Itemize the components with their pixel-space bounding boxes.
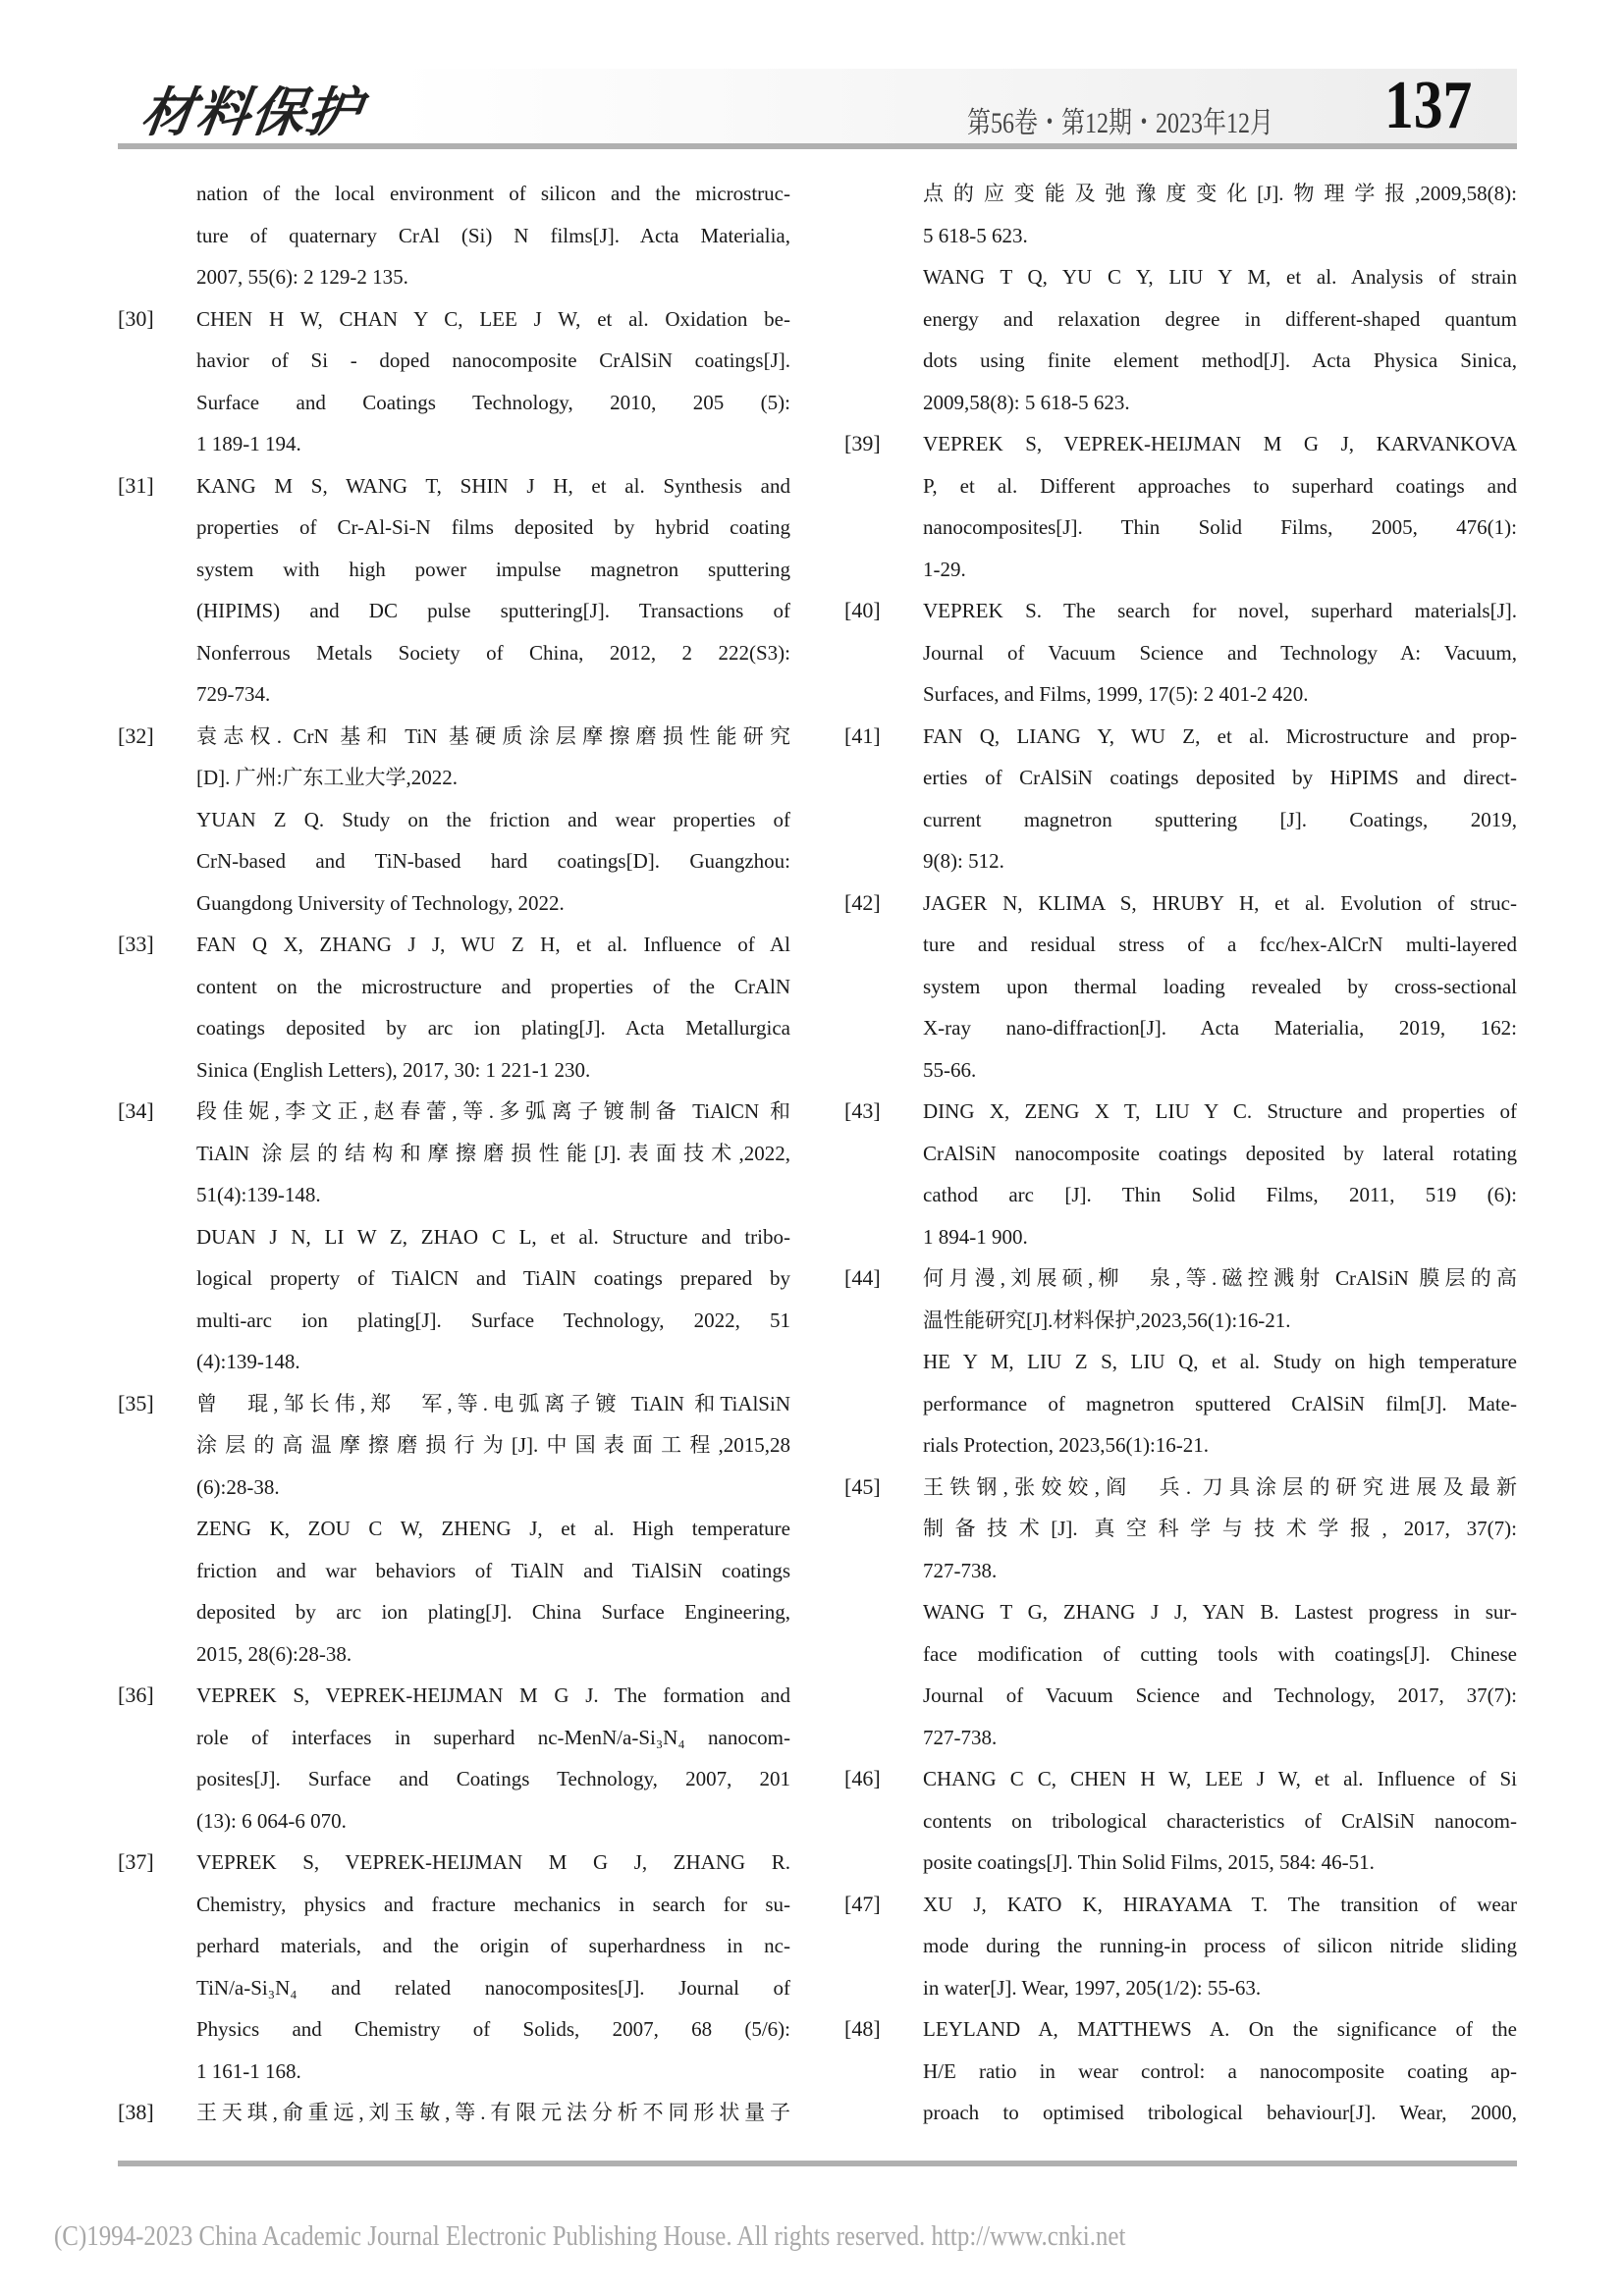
text-line: face modification of cutting tools with coatings[J]. Chinese: [923, 1641, 1517, 1666]
reference-entry: [844, 1758, 1522, 1884]
reference-entry: [118, 716, 795, 925]
reference-number: [41]: [844, 722, 881, 748]
text-line: Surfaces, and Films, 1999, 17(5): 2 401-2 420.: [923, 682, 1309, 706]
text-line: WANG T G, ZHANG J J, YAN B. Lastest progress in sur-: [923, 1600, 1517, 1624]
reference-entry: [118, 924, 795, 1091]
text-line: 9(8): 512.: [923, 849, 1004, 873]
text-line: energy and relaxation degree in different-shaped quantum: [923, 306, 1517, 331]
reference-entry: [118, 2092, 795, 2134]
reference-entry: [844, 1884, 1522, 2009]
text-line: P, et al. Different approaches to superhard coatings and: [923, 473, 1517, 498]
reference-number: [44]: [844, 1265, 881, 1290]
text-line: cathod arc [J]. Thin Solid Films, 2011, 519 (6):: [923, 1183, 1517, 1206]
issue-info: 第56卷・第12期・2023年12月: [967, 107, 1273, 139]
reference-text: [196, 2092, 790, 2134]
reference-translation: [923, 1591, 1517, 1758]
text-line: system with high power impulse magnetron sputtering: [196, 557, 790, 581]
text-line: content on the microstructure and properties of the CrAlN: [196, 974, 790, 998]
reference-number: [42]: [844, 889, 881, 915]
reference-text: [923, 1091, 1517, 1257]
text-line: 51(4):139-148.: [196, 1183, 321, 1206]
text-line: 55-66.: [923, 1057, 977, 1082]
header-divider: [118, 143, 1517, 149]
reference-text: [196, 1091, 790, 1216]
text-line: CrN-based and TiN-based hard coatings[D]. Guangzhou:: [196, 849, 790, 873]
reference-translation: [196, 1216, 790, 1383]
reference-entry: [118, 1383, 795, 1676]
page-number: 137: [1384, 68, 1473, 143]
text-line: current magnetron sputtering [J]. Coatings, 2019,: [923, 807, 1517, 831]
text-line: erties of CrAlSiN coatings deposited by HiPIMS and direct-: [923, 766, 1517, 789]
text-line: Journal of Vacuum Science and Technology, 2017, 37(7):: [923, 1683, 1517, 1707]
text-line: friction and war behaviors of TiAlN and TiAlSiN coatings: [196, 1558, 790, 1582]
reference-entry: [844, 423, 1522, 590]
text-line: 1 161-1 168.: [196, 2058, 301, 2083]
reference-translation: [196, 799, 790, 925]
text-line: rials Protection, 2023,56(1):16-21.: [923, 1433, 1210, 1457]
reference-translation: [196, 1508, 790, 1675]
text-line: 5 618-5 623.: [923, 223, 1028, 247]
text-line: properties of Cr-Al-Si-N films deposited by hybrid coating: [196, 515, 790, 539]
text-line: 2007, 55(6): 2 129-2 135.: [196, 265, 408, 289]
reference-entry: [844, 1257, 1522, 1467]
text-line: YUAN Z Q. Study on the friction and wear properties of: [196, 807, 790, 831]
text-line: nation of the local environment of silicon and the microstruc-: [196, 182, 790, 205]
text-line: 2015, 28(6):28-38.: [196, 1641, 352, 1666]
text-line: 1-29.: [923, 557, 966, 581]
text-line: 1 189-1 194.: [196, 432, 301, 455]
text-line: 727-738.: [923, 1558, 998, 1582]
text-line: proach to optimised tribological behaviour[J]. Wear, 2000,: [923, 2101, 1517, 2124]
text-line: 727-738.: [923, 1725, 998, 1749]
text-line: DUAN J N, LI W Z, ZHAO C L, et al. Structure and tribo-: [196, 1224, 790, 1249]
text-line: nanocomposites[J]. Thin Solid Films, 2005, 476(1):: [923, 515, 1517, 539]
text-line: WANG T Q, YU C Y, LIU Y M, et al. Analysis of strain: [923, 265, 1517, 289]
reference-entry: [118, 298, 795, 465]
text-line: 1 894-1 900.: [923, 1224, 1028, 1249]
text-line: 袁志权. CrN 基和 TiN 基硬质涂层摩擦磨损性能研究: [196, 723, 790, 748]
text-line: 温性能研究[J].材料保护,2023,56(1):16-21.: [923, 1308, 1291, 1332]
reference-entry: [118, 173, 795, 298]
text-line: 制备技术[J]. 真空科学与技术学报, 2017, 37(7):: [923, 1517, 1517, 1540]
text-line: multi-arc ion plating[J]. Surface Technology, 2022, 51: [196, 1308, 790, 1332]
reference-number: [33]: [118, 932, 154, 956]
reference-entry: [118, 1675, 795, 1842]
reference-text: [196, 924, 790, 1091]
reference-translation: [923, 1341, 1517, 1467]
text-line: posite coatings[J]. Thin Solid Films, 2015, 584: 46-51.: [923, 1850, 1375, 1874]
text-line: HE Y M, LIU Z S, LIU Q, et al. Study on high temperature: [923, 1350, 1517, 1373]
text-line: Journal of Vacuum Science and Technology A: Vacuum,: [923, 640, 1517, 665]
reference-entry: [118, 465, 795, 716]
reference-text: [196, 173, 790, 298]
reference-text: [923, 2008, 1517, 2134]
text-line: Guangdong University of Technology, 2022.: [196, 890, 565, 915]
reference-text: [196, 1842, 790, 2092]
text-line: FAN Q X, ZHANG J J, WU Z H, et al. Influence of Al: [196, 933, 790, 956]
text-line: LEYLAND A, MATTHEWS A. On the significance of the: [923, 2017, 1517, 2041]
text-line: (4):139-148.: [196, 1350, 300, 1373]
copyright-notice: (C)1994-2023 China Academic Journal Electronic Publishing House. All rights reserved. http://www.cnki.net: [54, 2220, 1126, 2252]
text-line: perhard materials, and the origin of superhardness in nc-: [196, 1934, 790, 1957]
reference-entry: [118, 1842, 795, 2092]
reference-number: [45]: [844, 1473, 881, 1499]
text-line: [D]. 广州:广东工业大学,2022.: [196, 766, 458, 789]
reference-text: [196, 1383, 790, 1509]
left-column-references: [118, 173, 795, 2134]
text-line: ZENG K, ZOU C W, ZHENG J, et al. High temperature: [196, 1517, 790, 1540]
text-line: Physics and Chemistry of Solids, 2007, 68 (5/6):: [196, 2017, 790, 2041]
text-line: XU J, KATO K, HIRAYAMA T. The transition of wear: [923, 1892, 1517, 1916]
reference-entry: [844, 590, 1522, 716]
text-line: (13): 6 064-6 070.: [196, 1808, 347, 1833]
reference-entry: [844, 1091, 1522, 1257]
reference-number: [30]: [118, 305, 154, 331]
text-line: Nonferrous Metals Society of China, 2012, 2 222(S3):: [196, 640, 790, 665]
text-line: CHANG C C, CHEN H W, LEE J W, et al. Influence of Si: [923, 1767, 1517, 1790]
text-line: posites[J]. Surface and Coatings Technology, 2007, 201: [196, 1767, 790, 1790]
text-line: JAGER N, KLIMA S, HRUBY H, et al. Evolution of struc-: [923, 890, 1517, 915]
text-line: contents on tribological characteristics of CrAlSiN nanocom-: [923, 1808, 1517, 1833]
text-line: 曾 琨,邹长伟,郑 军,等.电弧离子镀 TiAlN 和TiAlSiN: [196, 1391, 790, 1415]
reference-text: [923, 1884, 1517, 2009]
text-line: VEPREK S, VEPREK-HEIJMAN M G J. The formation and: [196, 1683, 790, 1707]
text-line: coatings deposited by arc ion plating[J]. Acta Metallurgica: [196, 1016, 790, 1040]
text-line: logical property of TiAlCN and TiAlN coatings prepared by: [196, 1266, 790, 1290]
text-line: H/E ratio in wear control: a nanocomposite coating ap-: [923, 2058, 1517, 2083]
text-line: in water[J]. Wear, 1997, 205(1/2): 55-63.: [923, 1975, 1262, 2000]
footer-divider: [118, 2161, 1517, 2166]
reference-text: [923, 716, 1517, 882]
reference-number: [43]: [844, 1098, 881, 1123]
text-line: ture of quaternary CrAl (Si) N films[J]. Acta Materialia,: [196, 223, 790, 247]
reference-entry: [844, 716, 1522, 882]
reference-entry: [844, 882, 1522, 1092]
reference-text: [923, 1257, 1517, 1341]
reference-text: [196, 716, 790, 799]
text-line: role of interfaces in superhard nc-MenN/a-Si₃N₄ nanocom-: [196, 1725, 790, 1749]
reference-number: [36]: [118, 1682, 154, 1707]
reference-text: [923, 423, 1517, 590]
right-column-references: [844, 173, 1522, 2134]
reference-number: [32]: [118, 722, 154, 748]
text-line: DING X, ZENG X T, LIU Y C. Structure and properties of: [923, 1099, 1517, 1123]
text-line: Chemistry, physics and fracture mechanics in search for su-: [196, 1892, 790, 1916]
reference-number: [46]: [844, 1766, 881, 1790]
text-line: 2009,58(8): 5 618-5 623.: [923, 390, 1130, 414]
reference-text: [923, 590, 1517, 716]
text-line: 段佳妮,李文正,赵春蕾,等.多弧离子镀制备 TiAlCN 和: [196, 1099, 790, 1123]
text-line: system upon thermal loading revealed by cross-sectional: [923, 974, 1517, 998]
text-line: performance of magnetron sputtered CrAlSiN film[J]. Mate-: [923, 1391, 1517, 1415]
reference-text: [923, 882, 1517, 1092]
text-line: 729-734.: [196, 682, 271, 706]
reference-number: [47]: [844, 1891, 881, 1916]
text-line: VEPREK S, VEPREK-HEIJMAN M G J, KARVANKOVA: [923, 432, 1517, 455]
reference-text: [923, 173, 1517, 256]
text-line: mode during the running-in process of silicon nitride sliding: [923, 1934, 1517, 1957]
text-line: TiAlN 涂层的结构和摩擦磨损性能[J].表面技术,2022,: [196, 1141, 790, 1165]
journal-logo: 材料保护: [137, 80, 367, 143]
text-line: X-ray nano-diffraction[J]. Acta Materialia, 2019, 162:: [923, 1016, 1517, 1040]
text-line: 涂层的高温摩擦磨损行为[J].中国表面工程,2015,28: [196, 1433, 790, 1457]
text-line: VEPREK S. The search for novel, superhard materials[J].: [923, 599, 1517, 622]
text-line: 王天琪,俞重远,刘玉敏,等.有限元法分析不同形状量子: [196, 2101, 790, 2124]
reference-entry: [118, 1091, 795, 1383]
reference-text: [923, 1758, 1517, 1884]
text-line: dots using finite element method[J]. Acta Physica Sinica,: [923, 348, 1517, 372]
reference-number: [39]: [844, 431, 881, 455]
reference-number: [34]: [118, 1098, 154, 1123]
reference-text: [196, 1675, 790, 1842]
text-line: deposited by arc ion plating[J]. China Surface Engineering,: [196, 1600, 790, 1624]
reference-number: [31]: [118, 472, 154, 498]
text-line: havior of Si - doped nanocomposite CrAlSiN coatings[J].: [196, 348, 790, 372]
text-line: CrAlSiN nanocomposite coatings deposited by lateral rotating: [923, 1141, 1517, 1165]
reference-number: [48]: [844, 2016, 881, 2041]
reference-text: [196, 298, 790, 465]
text-line: CHEN H W, CHAN Y C, LEE J W, et al. Oxidation be-: [196, 306, 790, 331]
reference-number: [37]: [118, 1849, 154, 1874]
text-line: VEPREK S, VEPREK-HEIJMAN M G J, ZHANG R.: [196, 1850, 790, 1874]
reference-text: [923, 1467, 1517, 1592]
text-line: TiN/a-Si₃N₄ and related nanocomposites[J]. Journal of: [196, 1975, 790, 2000]
text-line: Surface and Coatings Technology, 2010, 205 (5):: [196, 390, 790, 414]
text-line: (6):28-38.: [196, 1474, 280, 1499]
text-line: Sinica (English Letters), 2017, 30: 1 221-1 230.: [196, 1057, 591, 1082]
text-line: 何月漫,刘展硕,柳 泉,等.磁控溅射 CrAlSiN 膜层的高: [923, 1266, 1517, 1290]
text-line: KANG M S, WANG T, SHIN J H, et al. Synthesis and: [196, 473, 790, 498]
text-line: 王铁钢,张姣姣,阎 兵. 刀具涂层的研究进展及最新: [923, 1474, 1517, 1499]
reference-text: [196, 465, 790, 716]
reference-number: [38]: [118, 2100, 154, 2124]
reference-number: [35]: [118, 1390, 154, 1415]
reference-number: [40]: [844, 598, 881, 622]
text-line: FAN Q, LIANG Y, WU Z, et al. Microstructure and prop-: [923, 723, 1517, 748]
text-line: ture and residual stress of a fcc/hex-AlCrN multi-layered: [923, 933, 1517, 956]
reference-entry: [844, 173, 1522, 423]
reference-entry: [844, 2008, 1522, 2134]
text-line: (HIPIMS) and DC pulse sputtering[J]. Transactions of: [196, 599, 790, 622]
reference-translation: [923, 256, 1517, 423]
reference-entry: [844, 1467, 1522, 1759]
text-line: 点的应变能及弛豫度变化[J].物理学报,2009,58(8):: [923, 182, 1517, 205]
